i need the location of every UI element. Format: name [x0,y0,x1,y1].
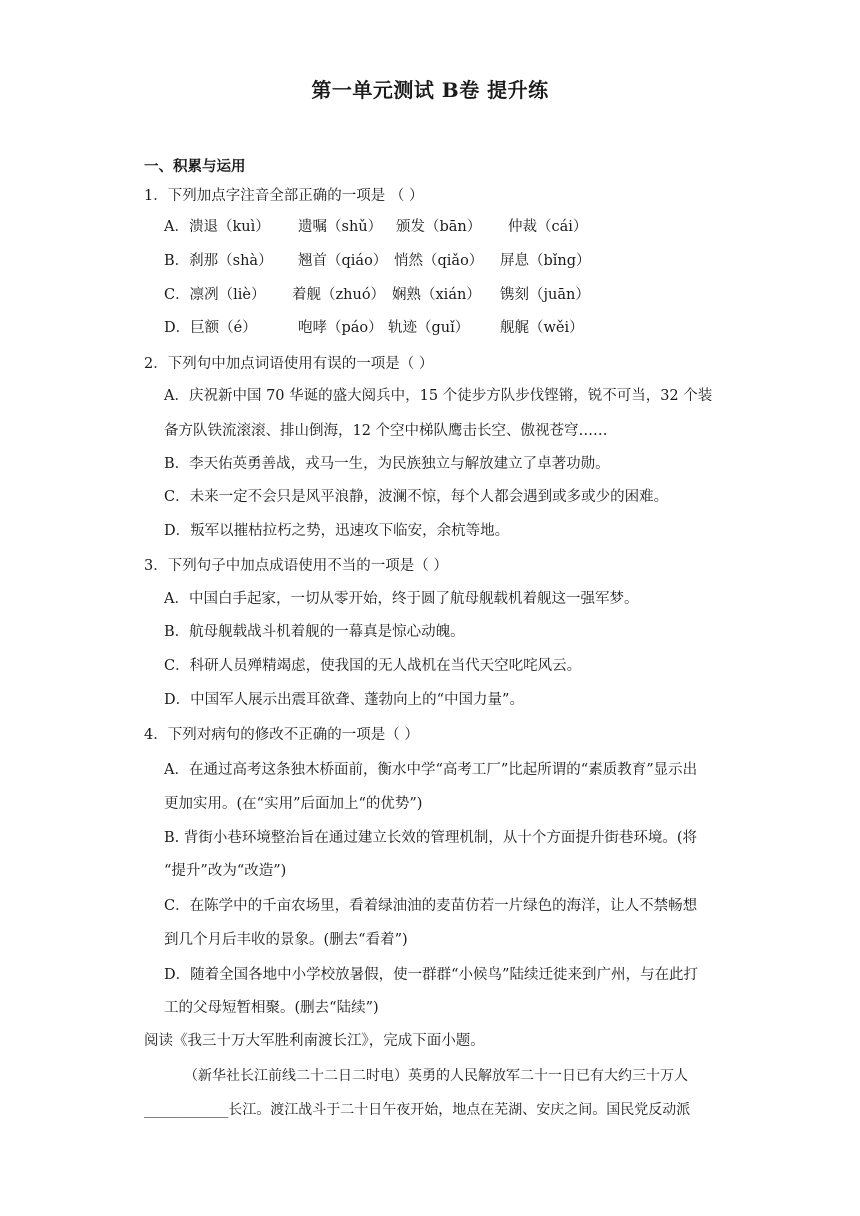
question-3-option-d: D．中国军人展示出震耳欲聋、蓬勃向上的“中国力量”。 [164,692,524,708]
option-cell: 遗嘱（shǔ） [298,219,383,235]
question-4-option-c-line-2: 到几个月后丰收的景象。(删去“看着”) [164,932,408,948]
question-4-option-b-line-2: “提升”改为“改造”) [164,863,287,879]
option-cell: 仲裁（cái） [508,219,588,235]
question-2-option-d: D．叛军以摧枯拉朽之势，迅速攻下临安，余杭等地。 [164,523,510,539]
question-4-option-d-line-1: D．随着全国各地中小学校放暑假，使一群群“小候鸟”陆续迁徙来到广州，与在此打 [164,967,698,983]
option-cell: 轨迹（guǐ） [388,320,470,336]
option-cell: 咆哮（páo） [298,320,383,336]
question-3-option-b: B．航母舰载战斗机着舰的一幕真是惊心动魄。 [164,624,465,640]
question-3-option-a: A．中国白手起家，一切从零开始，终于圆了航母舰载机着舰这一强军梦。 [164,591,639,607]
option-cell: 屏息（bǐng） [500,253,591,269]
question-1-stem: 1．下列加点字注音全部正确的一项是 （ ） [144,188,424,204]
option-cell: A．溃退（kuì） [164,219,270,235]
option-cell: C．凛冽（liè） [164,287,266,303]
question-2-option-a-line-2: 备方队铁流滚滚、排山倒海，12 个空中梯队鹰击长空、傲视苍穹…… [164,423,608,439]
option-cell: D．巨额（é） [164,320,257,336]
question-4-option-a-line-1: A．在通过高考这条独木桥面前，衡水中学“高考工厂”比起所谓的“素质教育”显示出 [164,762,698,778]
question-4-stem: 4．下列对病句的修改不正确的一项是（ ） [144,727,419,743]
passage-line-1: （新华社长江前线二十二日二时电）英勇的人民解放军二十一日已有大约三十万人 [184,1068,688,1084]
question-3-option-c: C．科研人员殚精竭虑，使我国的无人战机在当代天空叱咤风云。 [164,658,582,674]
option-cell: 镌刻（juān） [500,287,590,303]
question-4-option-a-line-2: 更加实用。(在“实用”后面加上“的优势”) [164,796,423,812]
reading-intro: 阅读《我三十万大军胜利南渡长江》，完成下面小题。 [144,1033,485,1049]
question-4-option-d-line-2: 工的父母短暂相聚。(删去“陆续”) [164,1000,379,1016]
question-2-option-b: B．李天佑英勇善战，戎马一生，为民族独立与解放建立了卓著功勋。 [164,456,610,472]
option-cell: 舰艉（wěi） [500,320,584,336]
page-title: 第一单元测试 B卷 提升练 [311,78,549,102]
option-cell: 翘首（qiáo） [298,253,388,269]
question-4-option-c-line-1: C．在陈学中的千亩农场里，看着绿油油的麦苗仿若一片绿色的海洋，让人不禁畅想 [164,898,698,914]
question-2-option-a-line-1: A．庆祝新中国 70 华诞的盛大阅兵中，15 个徒步方队步伐铿锵，锐不可当，32 个装 [164,388,713,404]
section-heading: 一、积累与运用 [144,158,246,175]
passage-line-2: __________长江。渡江战斗于二十日午夜开始，地点在芜湖、安庆之间。国民党反动派 [144,1102,691,1118]
option-cell: 悄然（qiǎo） [394,253,484,269]
option-cell: 着舰（zhuó） [292,287,386,303]
question-4-option-b-line-1: B. 背街小巷环境整治旨在通过建立长效的管理机制，从十个方面提升街巷环境。(将 [164,830,698,846]
question-2-option-c: C．未来一定不会只是风平浪静，波澜不惊，每个人都会遇到或多或少的困难。 [164,489,669,505]
option-cell: B．刹那（shà） [164,253,273,269]
option-cell: 娴熟（xián） [392,287,481,303]
question-2-stem: 2．下列句中加点词语使用有误的一项是（ ） [144,356,434,372]
option-cell: 颁发（bān） [396,219,482,235]
question-3-stem: 3．下列句子中加点成语使用不当的一项是（ ） [144,558,448,574]
